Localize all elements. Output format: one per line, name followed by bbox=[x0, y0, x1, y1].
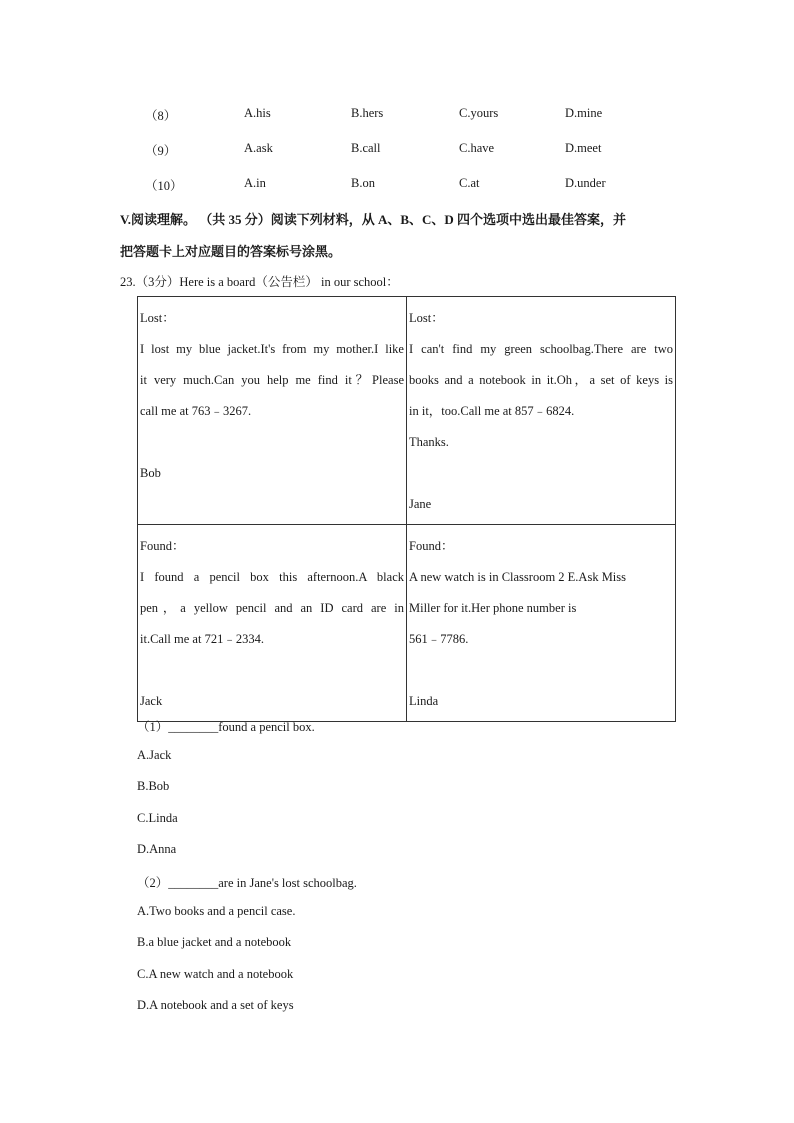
notice-name: Jane bbox=[409, 497, 432, 511]
notice-line: it.Call me at 721﹣2334. bbox=[140, 632, 264, 646]
question-2-stem: （2）________are in Jane's lost schoolbag. bbox=[137, 876, 357, 890]
notice-heading: Found： bbox=[409, 539, 454, 553]
notice-board-table bbox=[137, 296, 676, 722]
notice-line: Miller for it.Her phone number is bbox=[409, 601, 577, 615]
notice-line: books and a notebook in it.Oh，a set of keys is bbox=[409, 373, 673, 387]
question-2-option-d[interactable]: D.A notebook and a set of keys bbox=[137, 998, 294, 1012]
option-c: C.have bbox=[459, 141, 495, 155]
option-a: A.his bbox=[244, 106, 271, 120]
question-1-stem: （1）________found a pencil box. bbox=[137, 720, 315, 734]
notice-heading: Found： bbox=[140, 539, 185, 553]
question-2-option-c[interactable]: C.A new watch and a notebook bbox=[137, 967, 294, 981]
notice-line: A new watch is in Classroom 2 E.Ask Miss bbox=[409, 570, 627, 584]
notice-line: call me at 763﹣3267. bbox=[140, 404, 252, 418]
notice-heading: Lost： bbox=[409, 311, 444, 325]
option-b: B.hers bbox=[351, 106, 384, 120]
question-1-option-b[interactable]: B.Bob bbox=[137, 779, 170, 793]
question-1-option-d[interactable]: D.Anna bbox=[137, 842, 177, 856]
question-1-option-c[interactable]: C.Linda bbox=[137, 811, 178, 825]
question-1-option-a[interactable]: A.Jack bbox=[137, 748, 172, 762]
notice-name: Linda bbox=[409, 694, 439, 708]
option-row-9 bbox=[0, 141, 794, 159]
notice-line: I can't find my green schoolbag.There are two bbox=[409, 342, 673, 356]
board-cell-jack bbox=[138, 525, 407, 722]
section-title-line-2: 把答题卡上对应题目的答案标号涂黑。 bbox=[120, 244, 342, 259]
option-row-8 bbox=[0, 106, 794, 124]
section-title-line-1: V.阅读理解。 （共 35 分）阅读下列材料，从 A、B、C、D 四个选项中选出最佳答案，并 bbox=[120, 212, 627, 227]
notice-line: in it，too.Call me at 857﹣6824. bbox=[409, 404, 575, 418]
board-cell-jane bbox=[407, 297, 676, 525]
option-d: D.mine bbox=[565, 106, 603, 120]
option-number: （9） bbox=[145, 144, 177, 158]
option-b: B.call bbox=[351, 141, 381, 155]
question-23-intro: 23.（3分）Here is a board（公告栏） in our school： bbox=[120, 275, 399, 289]
option-d: D.under bbox=[565, 176, 606, 190]
notice-line: pen，a yellow pencil and an ID card are in bbox=[140, 601, 404, 615]
board-cell-bob bbox=[138, 297, 407, 525]
question-2-option-b[interactable]: B.a blue jacket and a notebook bbox=[137, 935, 292, 949]
board-cell-linda bbox=[407, 525, 676, 722]
notice-heading: Lost： bbox=[140, 311, 175, 325]
option-number: （8） bbox=[145, 109, 177, 123]
notice-thanks: Thanks. bbox=[409, 435, 449, 449]
option-a: A.in bbox=[244, 176, 266, 190]
question-2-option-a[interactable]: A.Two books and a pencil case. bbox=[137, 904, 296, 918]
notice-name: Jack bbox=[140, 694, 163, 708]
notice-line: I lost my blue jacket.It's from my mother.I like bbox=[140, 342, 404, 356]
option-b: B.on bbox=[351, 176, 375, 190]
option-d: D.meet bbox=[565, 141, 602, 155]
option-c: C.at bbox=[459, 176, 480, 190]
option-number: （10） bbox=[145, 179, 183, 193]
notice-name: Bob bbox=[140, 466, 161, 480]
option-c: C.yours bbox=[459, 106, 499, 120]
option-a: A.ask bbox=[244, 141, 273, 155]
notice-line: I found a pencil box this afternoon.A black bbox=[140, 570, 404, 584]
notice-line: 561﹣7786. bbox=[409, 632, 469, 646]
notice-line: it very much.Can you help me find it？Please bbox=[140, 373, 404, 387]
option-row-10 bbox=[0, 176, 794, 194]
